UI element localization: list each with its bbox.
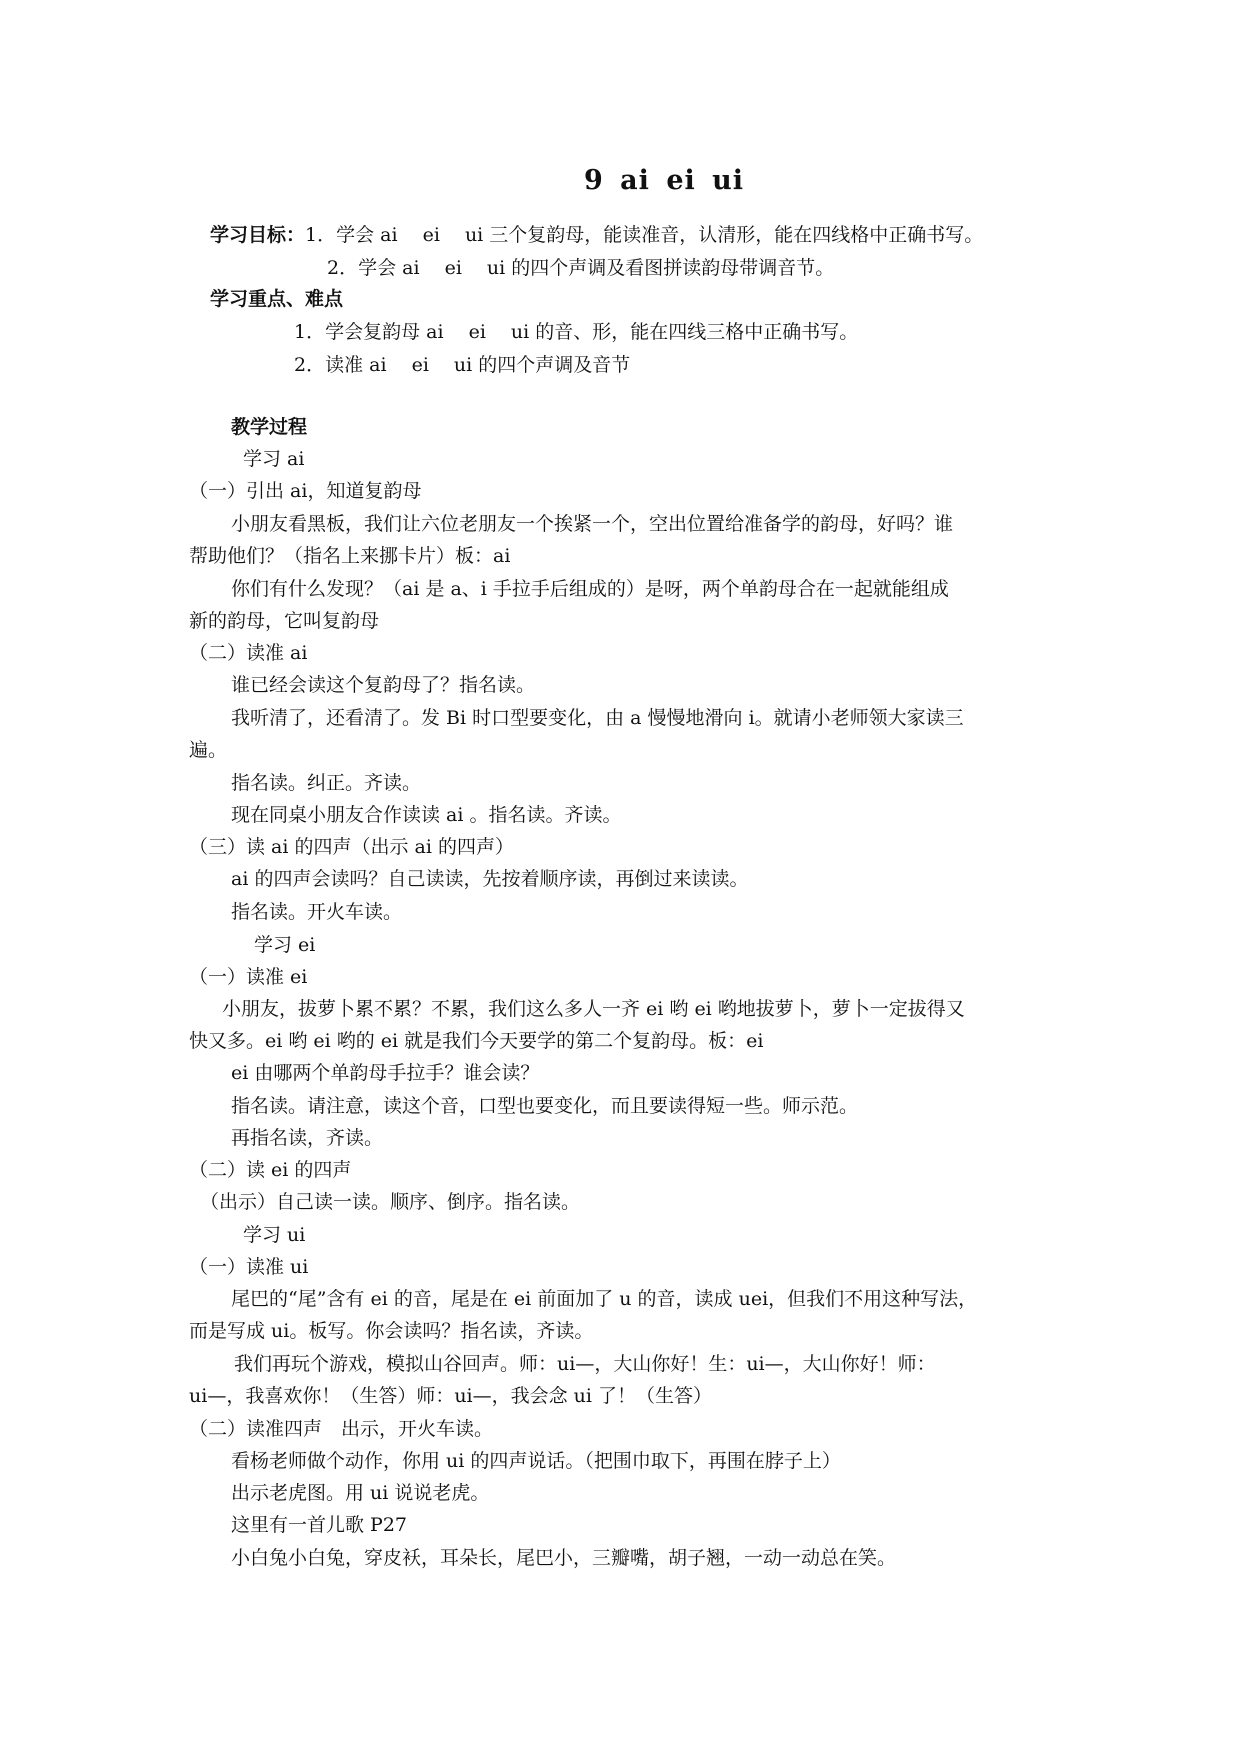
body-line: ei 由哪两个单韵母手拉手？谁会读？ (231, 1062, 540, 1084)
key-points-item: 2．读准 ai ei ui 的四个声调及音节 (294, 354, 631, 376)
body-line: 指名读。开火车读。 (231, 901, 403, 923)
body-line: 我们再玩个游戏，模拟山谷回声。师：ui—，大山你好！生：ui—，大山你好！师： (234, 1353, 936, 1375)
body-line: 而是写成 ui。板写。你会读吗？指名读，齐读。 (189, 1320, 594, 1342)
body-line: （一）读准 ei (189, 966, 308, 988)
body-line: 遍。 (189, 739, 228, 761)
body-line: ai 的四声会读吗？自己读读，先按着顺序读，再倒过来读读。 (231, 868, 749, 890)
body-line: （二）读准四声 出示，开火车读。 (189, 1418, 494, 1440)
body-line: 学习 ui (243, 1224, 306, 1246)
body-line: 小朋友看黑板，我们让六位老朋友一个挨紧一个，空出位置给准备学的韵母，好吗？谁 (231, 513, 954, 535)
body-line: （三）读 ai 的四声（出示 ai 的四声） (189, 836, 514, 858)
body-line: （一）引出 ai，知道复韵母 (189, 480, 422, 502)
body-line: （二）读准 ai (189, 642, 308, 664)
body-line: （出示）自己读一读。顺序、倒序。指名读。 (200, 1191, 581, 1213)
page-title: 9 ai ei ui (584, 165, 745, 196)
key-points-heading: 学习重点、难点 (210, 288, 344, 310)
body-line: 学习 ai (243, 448, 305, 470)
body-line: 学习 ei (254, 934, 316, 956)
objectives-label: 学习目标： (210, 224, 306, 246)
body-line: 出示老虎图。用 ui 说说老虎。 (231, 1482, 490, 1504)
body-line: 指名读。纠正。齐读。 (231, 772, 422, 794)
body-line: 小朋友，拔萝卜累不累？不累，我们这么多人一齐 ei 哟 ei 哟地拔萝卜，萝卜一定拔得又 (222, 998, 965, 1020)
objectives-line-2: 2．学会 ai ei ui 的四个声调及看图拼读韵母带调音节。 (327, 257, 835, 279)
body-line: （一）读准 ui (189, 1256, 309, 1278)
body-line: 再指名读，齐读。 (231, 1127, 384, 1149)
objectives-line-1 (210, 222, 983, 248)
body-line: 快又多。ei 哟 ei 哟的 ei 就是我们今天要学的第二个复韵母。板：ei (189, 1030, 764, 1052)
objectives-item: 1．学会 ai ei ui 三个复韵母，能读准音，认清形，能在四线格中正确书写。 (305, 224, 984, 246)
body-line: 指名读。请注意，读这个音，口型也要变化，而且要读得短一些。师示范。 (231, 1095, 859, 1117)
body-line: 我听清了，还看清了。发 Bi 时口型要变化，由 a 慢慢地滑向 i。就请小老师领大家读三 (231, 707, 964, 729)
body-line: 小白兔小白兔，穿皮袄，耳朵长，尾巴小，三瓣嘴，胡子翘，一动一动总在笑。 (231, 1547, 897, 1569)
body-line: （二）读 ei 的四声 (189, 1159, 352, 1181)
body-line: ui—，我喜欢你！（生答）师：ui—，我会念 ui 了！（生答） (189, 1385, 713, 1407)
body-line: 这里有一首儿歌 P27 (231, 1514, 408, 1536)
body-line: 你们有什么发现？（ai 是 a、i 手拉手后组成的）是呀，两个单韵母合在一起就能组成 (231, 578, 949, 600)
body-line: 谁已经会读这个复韵母了？指名读。 (231, 674, 536, 696)
process-heading: 教学过程 (231, 416, 308, 438)
body-line: 尾巴的“尾”含有 ei 的音，尾是在 ei 前面加了 u 的音，读成 uei，但我们不用这种写法， (231, 1288, 978, 1310)
key-points-item: 1．学会复韵母 ai ei ui 的音、形，能在四线三格中正确书写。 (294, 321, 859, 343)
body-line: 现在同桌小朋友合作读读 ai 。指名读。齐读。 (231, 804, 622, 826)
body-line: 看杨老师做个动作，你用 ui 的四声说话。（把围巾取下，再围在脖子上） (231, 1450, 841, 1472)
body-line: 新的韵母，它叫复韵母 (189, 610, 380, 632)
body-line: 帮助他们？（指名上来挪卡片）板：ai (189, 545, 511, 567)
